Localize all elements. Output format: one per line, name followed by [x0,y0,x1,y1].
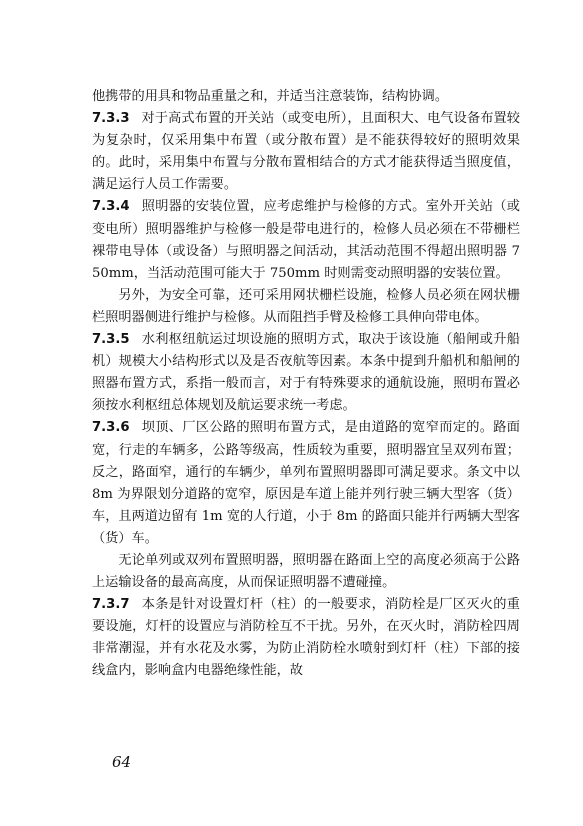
paragraph [92,108,520,196]
clause-number: 7.3.3 [92,111,130,127]
paragraph [92,285,520,329]
body-text [92,86,520,683]
paragraph-text: 另外，为安全可靠，还可采用网状栅栏设施，检修人员必须在网状栅栏照明器侧进行维护与检修。从而阻挡手臂及检修工具伸向带电体。 [92,287,520,325]
paragraph-text: 水利枢纽航运过坝设施的照明方式，取决于该设施（船闸或升船机）规模大小结构形式以及是否夜航等因素。本条中提到升船机和船闸的照器布置方式，系指一般而言，对于有特殊要求的通航设施，照明布置必须按水利枢纽总体规划及航运要求统一考虑。 [92,332,520,414]
paragraph [92,550,520,594]
paragraph [92,417,520,550]
clause-number: 7.3.5 [92,332,130,348]
paragraph-text: 本条是针对设置灯杆（柱）的一般要求，消防栓是厂区灭火的重要设施，灯杆的设置应与消防栓互不干扰。另外，在灭火时，消防栓四周非常潮湿，并有水花及水雾，为防止消防栓水喷射到灯杆（柱）下部的接线盒内，影响盒内电器绝缘性能，故 [92,597,520,679]
clause-number: 7.3.7 [92,597,130,613]
paragraph [92,329,520,417]
paragraph-text: 他携带的用具和物品重量之和，并适当注意装饰，结构协调。 [92,89,449,104]
paragraph-text: 坝顶、厂区公路的照明布置方式，是由道路的宽窄而定的。路面宽，行走的车辆多，公路等级高，性质较为重要，照明器宜呈双列布置；反之，路面窄，通行的车辆少，单列布置照明器即可满足要求。条文中以 8m 为界限划分道路的宽窄，原因是车道上能并列行驶三辆大型客（货）车，且两道边留有 1m 宽的人行道，小于 8m 的路面只能并行两辆大型客（货）车。 [92,420,520,546]
paragraph [92,594,520,682]
clause-number: 7.3.4 [92,199,130,215]
paragraph-text: 对于高式布置的开关站（或变电所），且面积大、电气设备布置较为复杂时，仅采用集中布置（或分散布置）是不能获得较好的照明效果的。此时，采用集中布置与分散布置相结合的方式才能获得适当照度值，满足运行人员工作需要。 [92,111,520,193]
paragraph-text: 照明器的安装位置，应考虑维护与检修的方式。室外开关站（或变电所）照明器维护与检修一般是带电进行的，检修人员必须在不带栅栏裸带电导体（或设备）与照明器之间活动，其活动范围不得超出照明器 750mm，当活动范围可能大于 750mm 时则需变动照明器的安装位置。 [92,199,520,281]
page-number: 64 [112,753,132,771]
clause-number: 7.3.6 [92,420,130,436]
paragraph [92,86,520,108]
paragraph [92,196,520,284]
paragraph-text: 无论单列或双列布置照明器，照明器在路面上空的高度必须高于公路上运输设备的最高高度，从而保证照明器不遭碰撞。 [92,552,520,591]
